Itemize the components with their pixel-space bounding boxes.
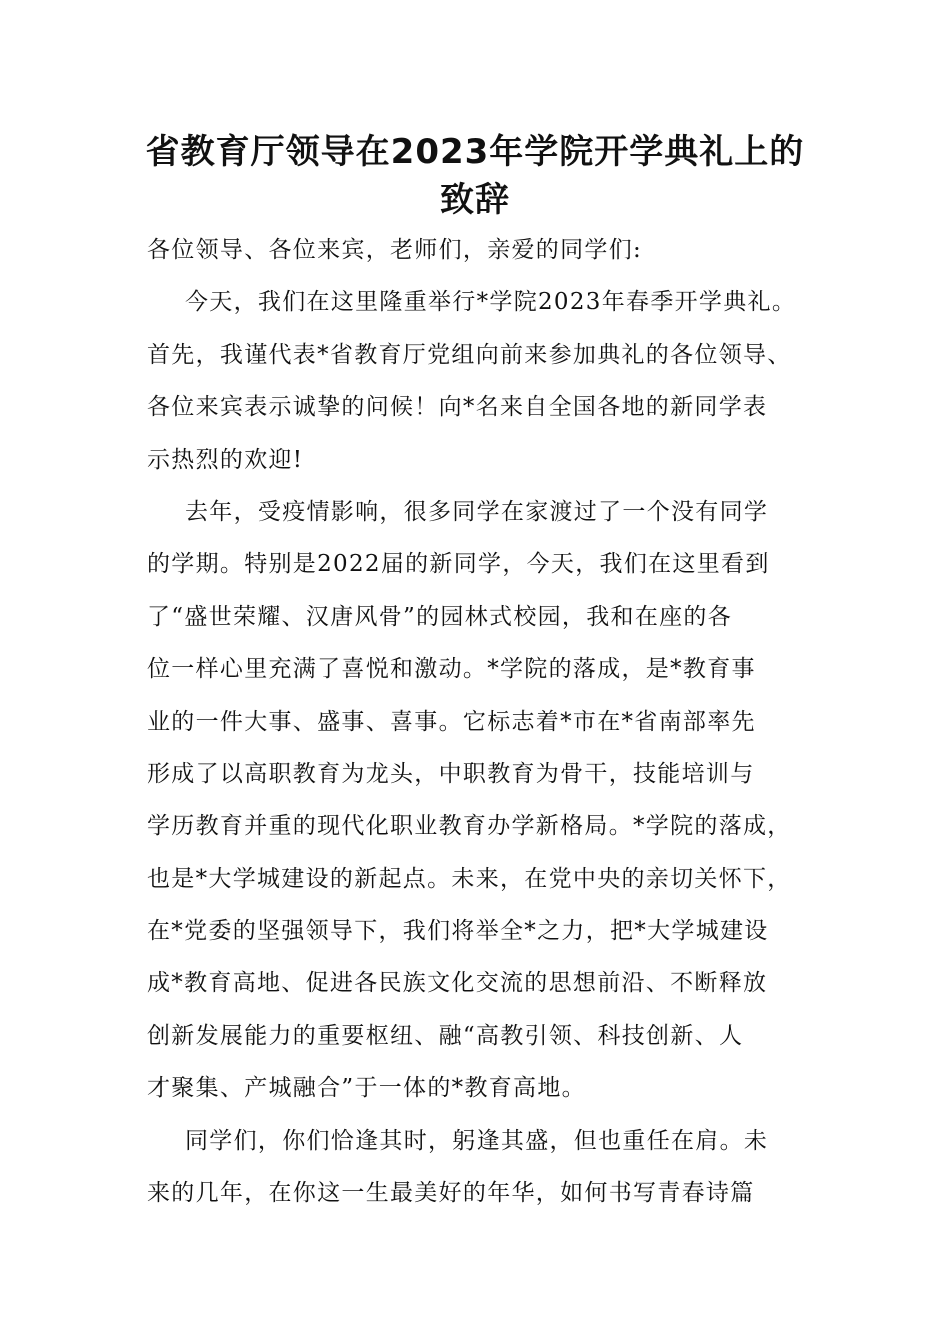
text-line: 各位来宾表示诚挚的问候！向*名来自全国各地的新同学表 (147, 394, 768, 421)
text-line: 创新发展能力的重要枢纽、融“高教引领、科技创新、人 (147, 1022, 744, 1049)
text-line: 示热烈的欢迎! (147, 446, 304, 473)
text-line: 业的一件大事、盛事、喜事。它标志着*市在*省南部率先 (147, 708, 756, 735)
text-line: 去年，受疫情影响，很多同学在家渡过了一个没有同学 (185, 498, 769, 525)
document-title (100, 128, 850, 224)
text-line: 才聚集、产城融合”于一体的*教育高地。 (147, 1075, 586, 1102)
text-line: 学历教育并重的现代化职业教育办学新格局。*学院的落成， (147, 813, 792, 840)
text-line: 在*党委的坚强领导下，我们将举全*之力，把*大学城建设 (147, 918, 769, 945)
document-body (147, 224, 807, 1219)
text-line: 各位领导、各位来宾，老师们，亲爱的同学们: (147, 237, 643, 263)
text-line: 成*教育高地、促进各民族文化交流的思想前沿、不断释放 (147, 970, 768, 997)
title-line-1: 省教育厅领导在2023年学院开学典礼上的 (145, 132, 805, 172)
text-line: 同学们，你们恰逢其时，躬逢其盛，但也重任在肩。未 (185, 1127, 769, 1154)
text-line: 今天，我们在这里隆重举行*学院2023年春季开学典礼。 (185, 289, 797, 316)
text-line: 的学期。特别是2022届的新同学，今天，我们在这里看到 (147, 551, 770, 578)
text-line: 也是*大学城建设的新起点。未来，在党中央的亲切关怀下， (147, 865, 792, 892)
text-line: 首先，我谨代表*省教育厅党组向前来参加典礼的各位领导、 (147, 341, 792, 368)
text-line: 了“盛世荣耀、汉唐风骨”的园林式校园，我和在座的各 (147, 603, 733, 630)
title-line-2: 致辞 (440, 180, 510, 220)
text-line: 位一样心里充满了喜悦和激动。*学院的落成，是*教育事 (147, 656, 756, 683)
text-line: 形成了以高职教育为龙头，中职教育为骨干，技能培训与 (147, 760, 755, 787)
text-line: 来的几年，在你这一生最美好的年华，如何书写青春诗篇 (147, 1180, 755, 1207)
